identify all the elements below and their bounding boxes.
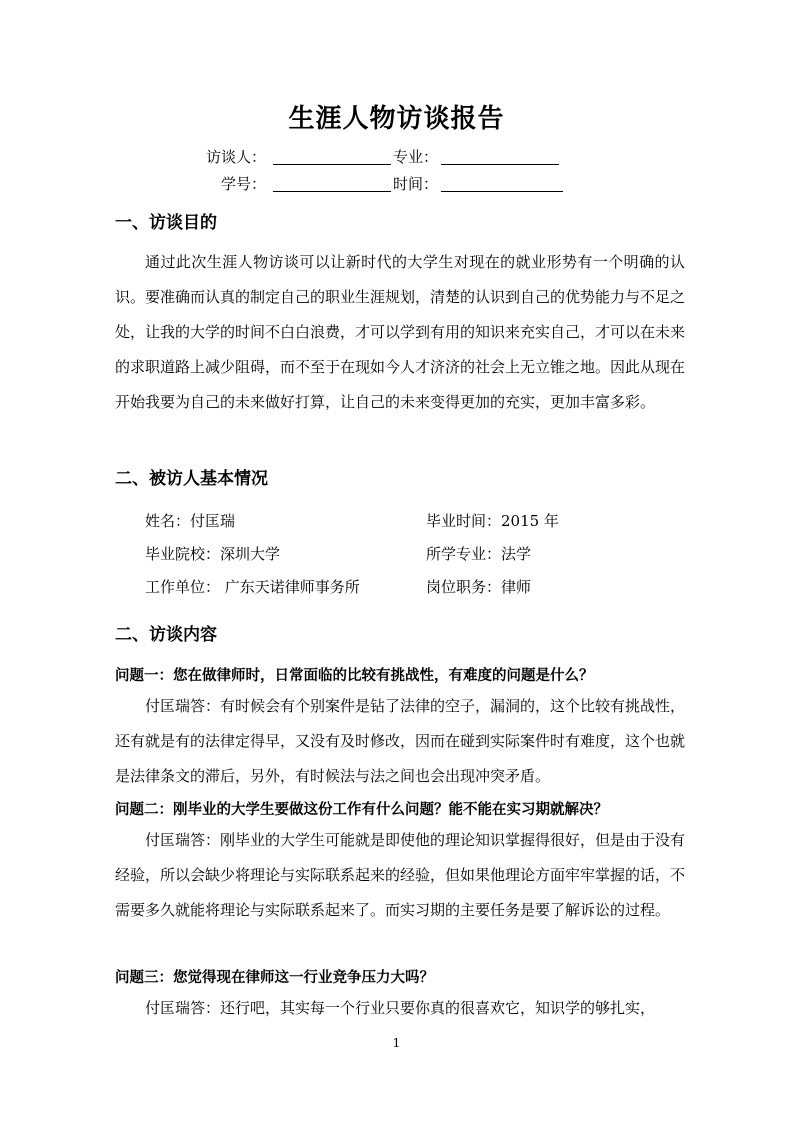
info-name: 姓名：付匡瑞: [145, 512, 236, 530]
info-employer: 工作单位： 广东天诺律师事务所: [145, 578, 360, 596]
time-blank[interactable]: [441, 173, 563, 192]
info-school: 毕业院校：深圳大学: [145, 545, 281, 563]
major-label: 专业：: [393, 148, 439, 166]
question-1: 问题一：您在做律师时，日常面临的比较有挑战性，有难度的问题是什么？: [115, 668, 594, 684]
answer-1: 付匡瑞答：有时候会有个别案件是钻了法律的空子，漏洞的，这个比较有挑战性，还有就是有的法律定得早，又没有及时修改，因而在碰到实际案件时有难度，这个也就是法律条文的滞后，另外，有时候法与法之间也会出现冲突矛盾。: [115, 697, 686, 785]
answer-2: 付匡瑞答：刚毕业的大学生可能就是即使他的理论知识掌握得很好，但是由于没有经验，所以会缺少将理论与实际联系起来的经验，但如果他理论方面牢牢掌握的话，不需要多久就能将理论与实际联系起来了。而实习期的主要任务是要了解诉讼的过程。: [115, 831, 686, 919]
content-heading: 二、访谈内容: [115, 625, 217, 645]
info-major: 所学专业：法学: [426, 545, 532, 563]
purpose-heading: 一、访谈目的: [115, 213, 217, 233]
report-title: 生涯人物访谈报告: [288, 104, 505, 134]
answer-3: 付匡瑞答：还行吧，其实每一个行业只要你真的很喜欢它，知识学的够扎实，: [145, 999, 656, 1017]
student-id-label: 学号：: [220, 175, 266, 193]
interviewer-label: 访谈人：: [205, 148, 266, 166]
student-id-blank[interactable]: [273, 173, 391, 192]
id-time-row: [0, 173, 793, 195]
info-position: 岗位职务：律师: [426, 578, 532, 596]
interviewer-blank[interactable]: [273, 146, 391, 165]
question-3: 问题三：您觉得现在律师这一行业竞争压力大吗？: [115, 970, 434, 986]
page-number: 1: [392, 1036, 401, 1050]
interviewer-major-row: [0, 146, 793, 168]
time-label: 时间：: [393, 175, 439, 193]
purpose-paragraph: 通过此次生涯人物访谈可以让新时代的大学生对现在的就业形势有一个明确的认识。要准确而认真的制定自己的职业生涯规划，清楚的认识到自己的优势能力与不足之处，让我的大学的时间不白白浪费，才可以学到有用的知识来充实自己，才可以在未来的求职道路上减少阻碍，而不至于在现如今人才济济的社会上无立锥之地。因此从现在开始我要为自己的未来做好打算，让自己的未来变得更加的充实，更加丰富多彩。: [115, 253, 686, 411]
basic-info-heading: 二、被访人基本情况: [115, 469, 268, 489]
question-2: 问题二：刚毕业的大学生要做这份工作有什么问题？能不能在实习期就解决？: [115, 802, 608, 818]
major-blank[interactable]: [441, 146, 559, 165]
info-graduation-time: 毕业时间：2015 年: [426, 512, 559, 530]
